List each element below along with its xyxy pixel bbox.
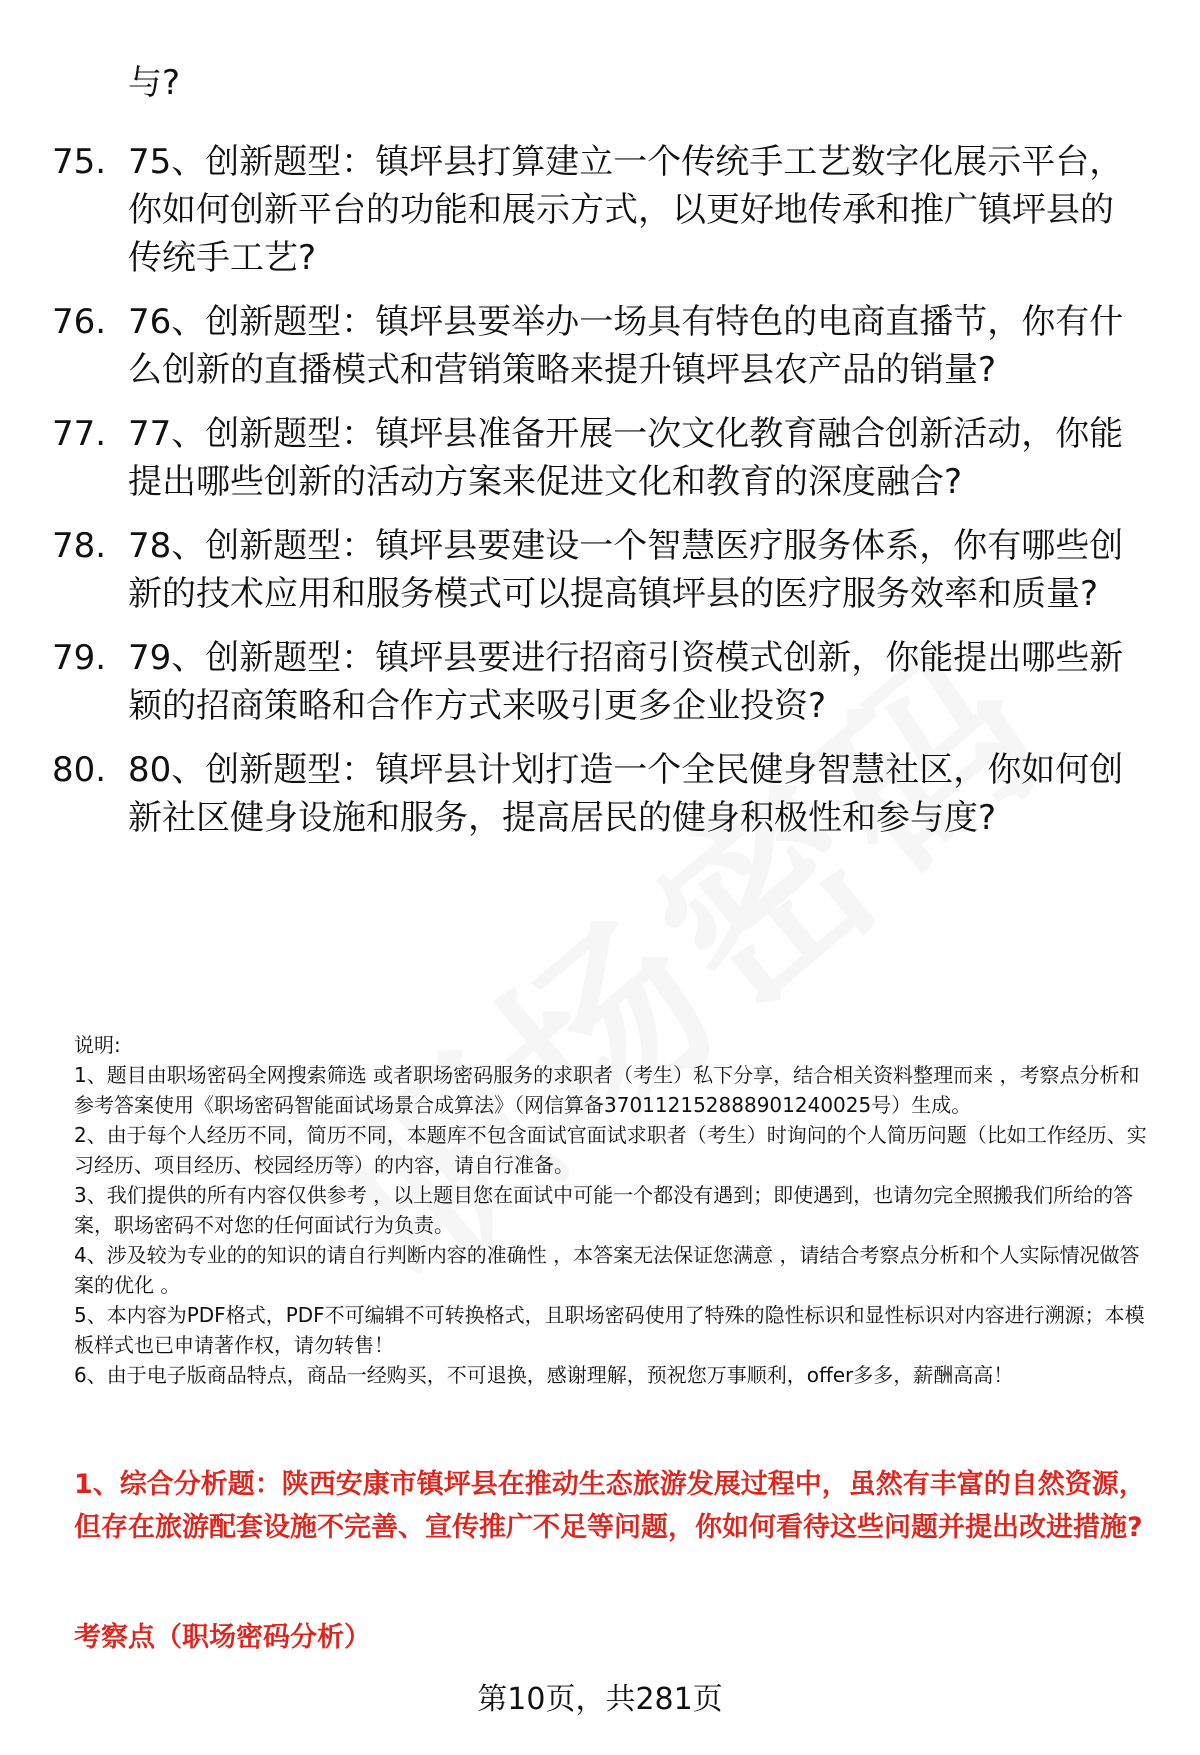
question-text: 78、创新题型：镇坪县要建设一个智慧医疗服务体系，你有哪些创新的技术应用和服务模式可以提高镇坪县的医疗服务效率和质量? xyxy=(128,526,1124,614)
question-number: 75. xyxy=(52,142,107,182)
note-item: 3、我们提供的所有内容仅供参考 ，以上题目您在面试中可能一个都没有遇到；即使遇到，也请勿完全照搬我们所给的答案，职场密码不对您的任何面试行为负责。 xyxy=(74,1183,1134,1237)
question-text: 79、创新题型：镇坪县要进行招商引资模式创新，你能提出哪些新颖的招商策略和合作方式来吸引更多企业投资? xyxy=(128,638,1124,726)
question-text: 75、创新题型：镇坪县打算建立一个传统手工艺数字化展示平台，你如何创新平台的功能和展示方式，以更好地传承和推广镇坪县的传统手工艺? xyxy=(128,142,1124,278)
analysis-question: 1、综合分析题：陕西安康市镇坪县在推动生态旅游发展过程中，虽然有丰富的自然资源，但存在旅游配套设施不完善、宣传推广不足等问题，你如何看待这些问题并提出改进措施? xyxy=(74,1469,1146,1543)
question-text: 80、创新题型：镇坪县计划打造一个全民健身智慧社区，你如何创新社区健身设施和服务，提高居民的健身积极性和参与度? xyxy=(128,750,1124,838)
question-text: 77、创新题型：镇坪县准备开展一次文化教育融合创新活动，你能提出哪些创新的活动方案来促进文化和教育的深度融合? xyxy=(128,414,1124,502)
question-item xyxy=(0,298,1200,394)
question-item xyxy=(0,522,1200,618)
note-item: 2、由于每个人经历不同，简历不同，本题库不包含面试官面试求职者（考生）时询问的个人简历问题（比如工作经历、实习经历、项目经历、校园经历等）的内容，请自行准备。 xyxy=(74,1123,1147,1177)
question-item xyxy=(0,410,1200,506)
question-number: 80. xyxy=(52,750,107,790)
note-item: 4、涉及较为专业的的知识的请自行判断内容的准确性 ，本答案无法保证您满意 ，请结合考察点分析和个人实际情况做答案的优化 。 xyxy=(74,1243,1140,1297)
page-footer: 第10页，共281页 xyxy=(477,1682,723,1717)
previous-question-continuation: 与? xyxy=(128,63,181,103)
notes-section xyxy=(74,1030,1154,1390)
analysis-subheading: 考察点（职场密码分析） xyxy=(74,1622,371,1653)
question-item xyxy=(0,138,1200,282)
question-number: 77. xyxy=(52,414,107,454)
note-item: 1、题目由职场密码全网搜索筛选 或者职场密码服务的求职者（考生）私下分享，结合相关资料整理而来 ，考察点分析和参考答案使用《职场密码智能面试场景合成算法》（网信算备370112152888901240025号）生成。 xyxy=(74,1063,1140,1117)
question-number: 76. xyxy=(52,302,107,342)
note-item: 6、由于电子版商品特点，商品一经购买，不可退换，感谢理解，预祝您万事顺利，offer多多，薪酬高高！ xyxy=(74,1363,1014,1387)
question-number: 78. xyxy=(52,526,107,566)
question-list xyxy=(0,138,1200,858)
question-number: 79. xyxy=(52,638,107,678)
question-item xyxy=(0,634,1200,730)
question-item xyxy=(0,746,1200,842)
note-item: 5、本内容为PDF格式，PDF不可编辑不可转换格式，且职场密码使用了特殊的隐性标识和显性标识对内容进行溯源；本模板样式也已申请著作权，请勿转售！ xyxy=(74,1303,1145,1357)
notes-title: 说明: xyxy=(74,1033,121,1057)
question-text: 76、创新题型：镇坪县要举办一场具有特色的电商直播节，你有什么创新的直播模式和营销策略来提升镇坪县农产品的销量? xyxy=(128,302,1124,390)
